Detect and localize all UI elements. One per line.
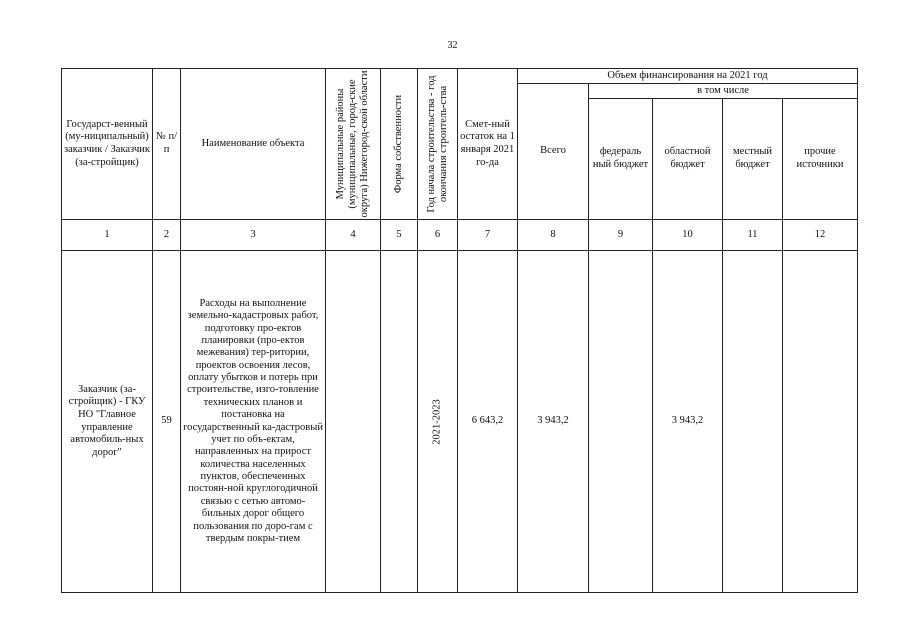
column-number: 4 — [326, 220, 381, 251]
column-number: 3 — [181, 220, 326, 251]
header-years-text: Год начала строительства - год окончания строитель-ства — [425, 75, 449, 213]
header-years — [418, 69, 458, 220]
header-estimate: Смет-ный остаток на 1 января 2021 го-да — [458, 69, 518, 220]
column-number: 12 — [783, 220, 858, 251]
cell-other — [783, 251, 858, 593]
cell-object-name: Расходы на выполнение земельно-кадастровых работ, подготовку про-ектов планировки (про-ектов межевания) тер-ритории, проектов освоения лесов, оплату убытков и потерь при строительстве, изго-товление технических планов и постановка на государственный ка-дастровый учет по объ-ектам, направленных на прирост количества населенных пунктов, обеспеченных постоян-ной круглогодичной связью с сетью автомо-бильных дорог общего пользования по доро-гам с твердым покры-тием — [181, 251, 326, 593]
header-object-name: Наименование объекта — [181, 69, 326, 220]
column-number: 1 — [62, 220, 153, 251]
header-federal: федераль ный бюджет — [589, 99, 653, 220]
column-number: 10 — [653, 220, 723, 251]
cell-customer: Заказчик (за-стройщик) - ГКУ НО "Главное управление автомобиль-ных дорог" — [62, 251, 153, 593]
cell-regional: 3 943,2 — [653, 251, 723, 593]
column-number: 5 — [381, 220, 418, 251]
header-including: в том числе — [589, 84, 858, 99]
column-number: 8 — [518, 220, 589, 251]
cell-number: 59 — [153, 251, 181, 593]
cell-years-text: 2021-2023 — [431, 398, 443, 445]
column-number: 2 — [153, 220, 181, 251]
header-total: Всего — [518, 84, 589, 220]
column-number: 6 — [418, 220, 458, 251]
header-ownership-text: Форма собственности — [392, 94, 404, 194]
header-regional: областной бюджет — [653, 99, 723, 220]
cell-districts — [326, 251, 381, 593]
cell-total: 3 943,2 — [518, 251, 589, 593]
header-financing-volume: Объем финансирования на 2021 год — [518, 69, 858, 84]
cell-local — [723, 251, 783, 593]
table-row — [62, 251, 858, 593]
column-number: 11 — [723, 220, 783, 251]
header-districts — [326, 69, 381, 220]
header-ownership — [381, 69, 418, 220]
cell-estimate: 6 643,2 — [458, 251, 518, 593]
financing-table — [61, 68, 858, 593]
header-number: № п/ п — [153, 69, 181, 220]
page-number: 32 — [447, 40, 458, 51]
header-districts-text: Муниципальные районы (муниципальные, город-ские округа) Нижегород-ской области — [334, 70, 371, 218]
header-local: местный бюджет — [723, 99, 783, 220]
header-customer: Государст-венный (му-ниципальный) заказчик / Заказчик (за-стройщик) — [62, 69, 153, 220]
cell-ownership — [381, 251, 418, 593]
header-other: прочие источники — [783, 99, 858, 220]
cell-federal — [589, 251, 653, 593]
cell-years — [418, 251, 458, 593]
column-number: 7 — [458, 220, 518, 251]
column-number: 9 — [589, 220, 653, 251]
column-numbers-row — [62, 220, 858, 251]
